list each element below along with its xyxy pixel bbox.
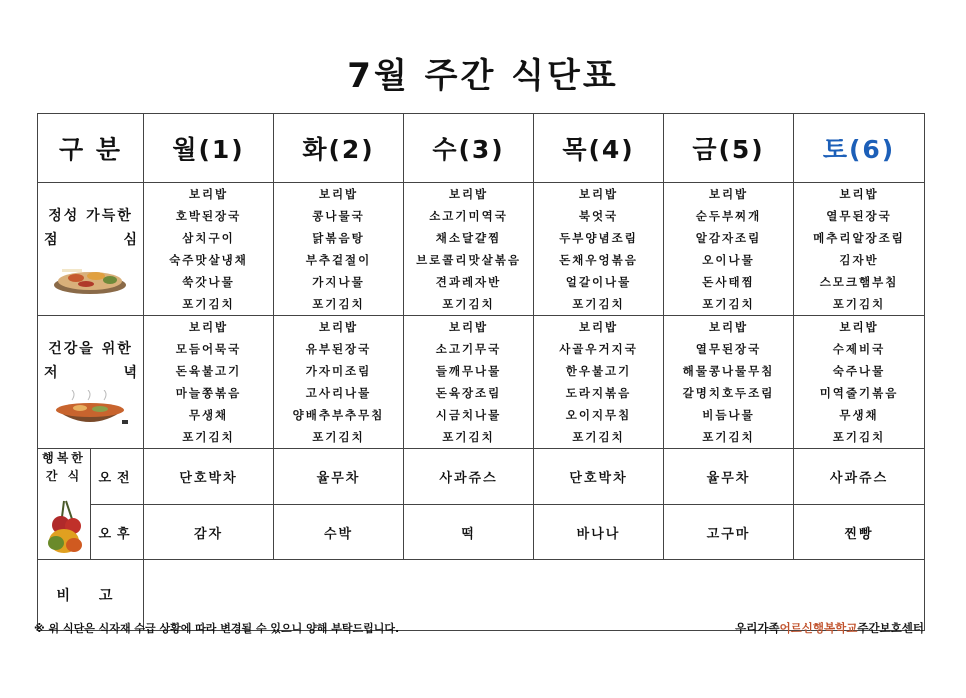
lunch-cell-thu: 보리밥 북엇국 두부양념조림 돈채우엉볶음 얼갈이나물 포기김치 <box>534 183 664 316</box>
lunch-cell-wed: 보리밥 소고기미역국 채소달걀찜 브로콜리맛살볶음 견과레자반 포기김치 <box>404 183 534 316</box>
stew-pot-icon <box>52 390 128 430</box>
snack-am-row <box>38 449 925 505</box>
snack-am-sat: 사과쥬스 <box>794 449 925 505</box>
snack-label-text: 행복한 간 식 <box>42 451 86 483</box>
fruit-icon <box>42 497 88 557</box>
snack-am-wed: 사과쥬스 <box>404 449 534 505</box>
snack-am-label: 오전 <box>91 449 144 505</box>
day-header-sat: 토(6) <box>794 114 925 183</box>
snack-am-mon: 단호박차 <box>144 449 274 505</box>
lunch-label-line2: 점 심 <box>44 232 138 248</box>
day-header-wed: 수(3) <box>404 114 534 183</box>
lunch-cell-sat: 보리밥 열무된장국 메추리알장조림 김자반 스모크햄부침 포기김치 <box>794 183 925 316</box>
dinner-cell-sat: 보리밥 수제비국 숙주나물 미역줄기볶음 무생채 포기김치 <box>794 316 925 449</box>
snack-am-fri: 율무차 <box>664 449 794 505</box>
lunch-cell-mon: 보리밥 호박된장국 삼치구이 숙주맛살냉채 쑥갓나물 포기김치 <box>144 183 274 316</box>
snack-pm-row <box>38 505 925 560</box>
day-header-fri: 금(5) <box>664 114 794 183</box>
snack-pm-label: 오후 <box>91 505 144 560</box>
snack-pm-wed: 떡 <box>404 505 534 560</box>
dinner-cell-thu: 보리밥 사골우거지국 한우불고기 도라지볶음 오이지무침 포기김치 <box>534 316 664 449</box>
center-name: 우리가족어르신행복학교주간보호센터 <box>735 621 924 635</box>
day-header-mon: 월(1) <box>144 114 274 183</box>
lunch-label-line1: 정성 가득한 <box>48 208 133 224</box>
category-header: 구 분 <box>38 114 144 183</box>
dinner-label-line2: 저 녁 <box>44 365 138 381</box>
snack-am-tue: 율무차 <box>274 449 404 505</box>
dinner-label <box>38 316 144 449</box>
remarks-label: 비 고 <box>38 560 144 631</box>
dinner-cell-wed: 보리밥 소고기무국 들깨무나물 돈육장조림 시금치나물 포기김치 <box>404 316 534 449</box>
dinner-cell-mon: 보리밥 모듬어묵국 돈육불고기 마늘쫑볶음 무생채 포기김치 <box>144 316 274 449</box>
footnote: ※ 위 식단은 식자재 수급 상황에 따라 변경될 수 있으니 양해 부탁드립니다. <box>34 622 400 635</box>
grilled-dish-icon <box>52 257 128 297</box>
snack-pm-fri: 고구마 <box>664 505 794 560</box>
snack-label <box>38 449 91 560</box>
snack-pm-thu: 바나나 <box>534 505 664 560</box>
dinner-row <box>38 316 925 449</box>
day-header-thu: 목(4) <box>534 114 664 183</box>
dinner-cell-tue: 보리밥 유부된장국 가자미조림 고사리나물 양배추부추무침 포기김치 <box>274 316 404 449</box>
menu-table <box>37 113 925 631</box>
header-row <box>38 114 925 183</box>
snack-pm-tue: 수박 <box>274 505 404 560</box>
snack-am-thu: 단호박차 <box>534 449 664 505</box>
page-title: 7월 주간 식단표 <box>347 56 619 96</box>
dinner-cell-fri: 보리밥 열무된장국 해물콩나물무침 갈명치호두조림 비듬나물 포기김치 <box>664 316 794 449</box>
dinner-label-line1: 건강을 위한 <box>48 341 133 357</box>
lunch-cell-tue: 보리밥 콩나물국 닭볶음탕 부추겉절이 가지나물 포기김치 <box>274 183 404 316</box>
day-header-tue: 화(2) <box>274 114 404 183</box>
lunch-label <box>38 183 144 316</box>
snack-pm-sat: 찐빵 <box>794 505 925 560</box>
lunch-row <box>38 183 925 316</box>
snack-pm-mon: 감자 <box>144 505 274 560</box>
lunch-cell-fri: 보리밥 순두부찌개 알감자조림 오이나물 돈사태찜 포기김치 <box>664 183 794 316</box>
